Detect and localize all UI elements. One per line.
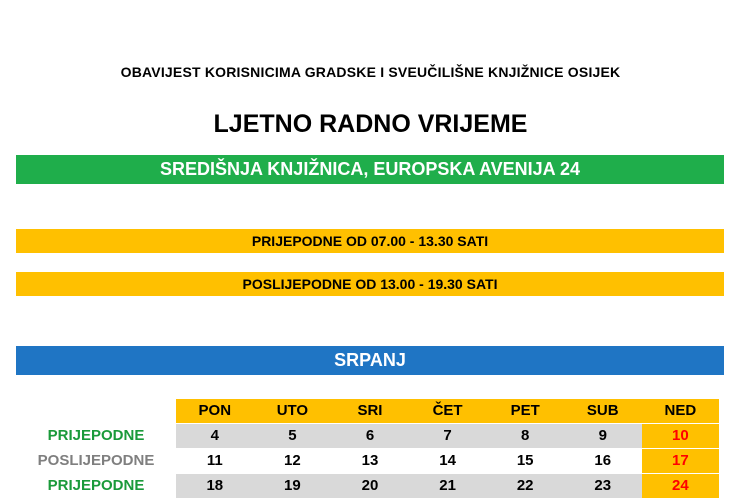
sunday-date-cell: 10 [642, 424, 720, 448]
date-cell: 22 [486, 474, 564, 498]
date-cell: 7 [409, 424, 487, 448]
day-header: SUB [564, 399, 642, 423]
day-header: UTO [254, 399, 332, 423]
date-cell: 14 [409, 449, 487, 473]
table-row [16, 424, 724, 448]
calendar-header-row [16, 399, 724, 423]
day-header: NED [642, 399, 720, 423]
table-row [16, 474, 724, 498]
date-cell: 18 [176, 474, 254, 498]
date-cell: 13 [331, 449, 409, 473]
date-cell: 16 [564, 449, 642, 473]
sunday-date-cell: 24 [642, 474, 720, 498]
day-header: PET [486, 399, 564, 423]
date-cell: 15 [486, 449, 564, 473]
location-banner: SREDIŠNJA KNJIŽNICA, EUROPSKA AVENIJA 24 [16, 155, 724, 184]
date-cell: 20 [331, 474, 409, 498]
date-cell: 5 [254, 424, 332, 448]
day-header: SRI [331, 399, 409, 423]
shift-label: PRIJEPODNE [47, 427, 145, 444]
date-cell: 8 [486, 424, 564, 448]
shift-label: PRIJEPODNE [47, 477, 145, 494]
date-cell: 6 [331, 424, 409, 448]
table-row [16, 449, 724, 473]
date-cell: 4 [176, 424, 254, 448]
date-cell: 23 [564, 474, 642, 498]
day-header: PON [176, 399, 254, 423]
sunday-date-cell: 17 [642, 449, 720, 473]
afternoon-hours-banner: POSLIJEPODNE OD 13.00 - 19.30 SATI [16, 272, 724, 296]
month-banner: SRPANJ [16, 346, 724, 375]
date-cell: 21 [409, 474, 487, 498]
date-cell: 9 [564, 424, 642, 448]
calendar-table [16, 399, 724, 499]
calendar-header-spacer [16, 399, 176, 423]
date-cell: 12 [254, 449, 332, 473]
date-cell: 19 [254, 474, 332, 498]
morning-hours-banner: PRIJEPODNE OD 07.00 - 13.30 SATI [16, 229, 724, 253]
notice-heading: OBAVIJEST KORISNICIMA GRADSKE I SVEUČILIŠNE KNJIŽNICE OSIJEK [120, 64, 621, 80]
page-title: LJETNO RADNO VRIJEME [213, 110, 528, 138]
day-header: ČET [409, 399, 487, 423]
date-cell: 11 [176, 449, 254, 473]
shift-label: POSLIJEPODNE [37, 452, 155, 469]
